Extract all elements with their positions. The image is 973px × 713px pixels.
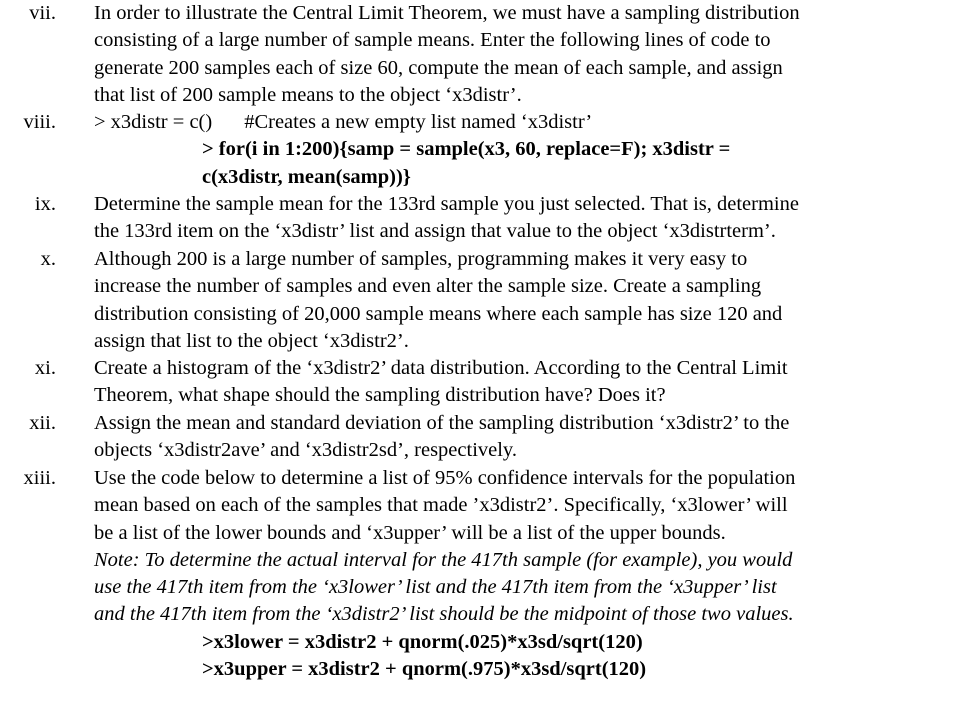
- note-line: use the 417th item from the ‘x3lower’ list and the 417th item from the ‘x3upper’ list: [94, 576, 777, 599]
- step-text: [94, 246, 934, 355]
- step-number: xiii.: [23, 467, 56, 489]
- text-line: that list of 200 sample means to the object ‘x3distr’.: [94, 83, 522, 106]
- step-text: [94, 465, 934, 683]
- code-comment: #Creates a new empty list named ‘x3distr’: [244, 111, 593, 133]
- text-line: distribution consisting of 20,000 sample means where each sample has size 120 and: [94, 302, 783, 325]
- text-line: objects ‘x3distr2ave’ and ‘x3distr2sd’, respectively.: [94, 439, 517, 462]
- text-line: In order to illustrate the Central Limit Theorem, we must have a sampling distribution: [94, 2, 800, 24]
- text-line: be a list of the lower bounds and ‘x3upper’ will be a list of the upper bounds.: [94, 521, 726, 544]
- step-number: ix.: [34, 193, 56, 215]
- step-text: [94, 355, 934, 410]
- note-line: Note: To determine the actual interval for the 417th sample (for example), you would: [94, 548, 793, 571]
- text-line: mean based on each of the samples that made ’x3distr2’. Specifically, ‘x3lower’ will: [94, 494, 788, 517]
- text-line: assign that list to the object ‘x3distr2’.: [94, 329, 409, 352]
- step-number: vii.: [29, 2, 56, 24]
- text-line: Although 200 is a large number of samples, programming makes it very easy to: [94, 248, 748, 270]
- code-line: > for(i in 1:200){samp = sample(x3, 60, replace=F); x3distr =: [202, 138, 731, 161]
- step-text: [94, 410, 934, 465]
- note-line: and the 417th item from the ‘x3distr2’ list should be the midpoint of those two values.: [94, 603, 794, 626]
- text-line: consisting of a large number of sample means. Enter the following lines of code to: [94, 29, 771, 52]
- text-line: Assign the mean and standard deviation of the sampling distribution ‘x3distr2’ to the: [94, 412, 790, 434]
- code-text: > x3distr = c(): [94, 111, 213, 133]
- step-text: [94, 109, 934, 191]
- text-line: increase the number of samples and even alter the sample size. Create a sampling: [94, 275, 762, 298]
- code-line: c(x3distr, mean(samp))}: [202, 165, 411, 188]
- step-number: viii.: [23, 111, 56, 133]
- step-text: [94, 191, 934, 246]
- code-line: >x3lower = x3distr2 + qnorm(.025)*x3sd/sqrt(120): [202, 630, 643, 653]
- step-number: xi.: [34, 357, 56, 379]
- step-text: [94, 0, 934, 109]
- text-line: Theorem, what shape should the sampling distribution have? Does it?: [94, 384, 666, 407]
- text-line: Determine the sample mean for the 133rd sample you just selected. That is, determine: [94, 193, 799, 215]
- code-line: [94, 109, 934, 136]
- text-line: generate 200 samples each of size 60, compute the mean of each sample, and assign: [94, 56, 783, 79]
- step-number: x.: [40, 248, 56, 270]
- code-line: >x3upper = x3distr2 + qnorm(.975)*x3sd/sqrt(120): [202, 658, 647, 681]
- text-line: Create a histogram of the ‘x3distr2’ data distribution. According to the Central Limit: [94, 357, 788, 379]
- text-line: Use the code below to determine a list of 95% confidence intervals for the population: [94, 467, 796, 489]
- text-line: the 133rd item on the ‘x3distr’ list and assign that value to the object ‘x3distrterm’.: [94, 220, 776, 243]
- step-number: xii.: [29, 412, 56, 434]
